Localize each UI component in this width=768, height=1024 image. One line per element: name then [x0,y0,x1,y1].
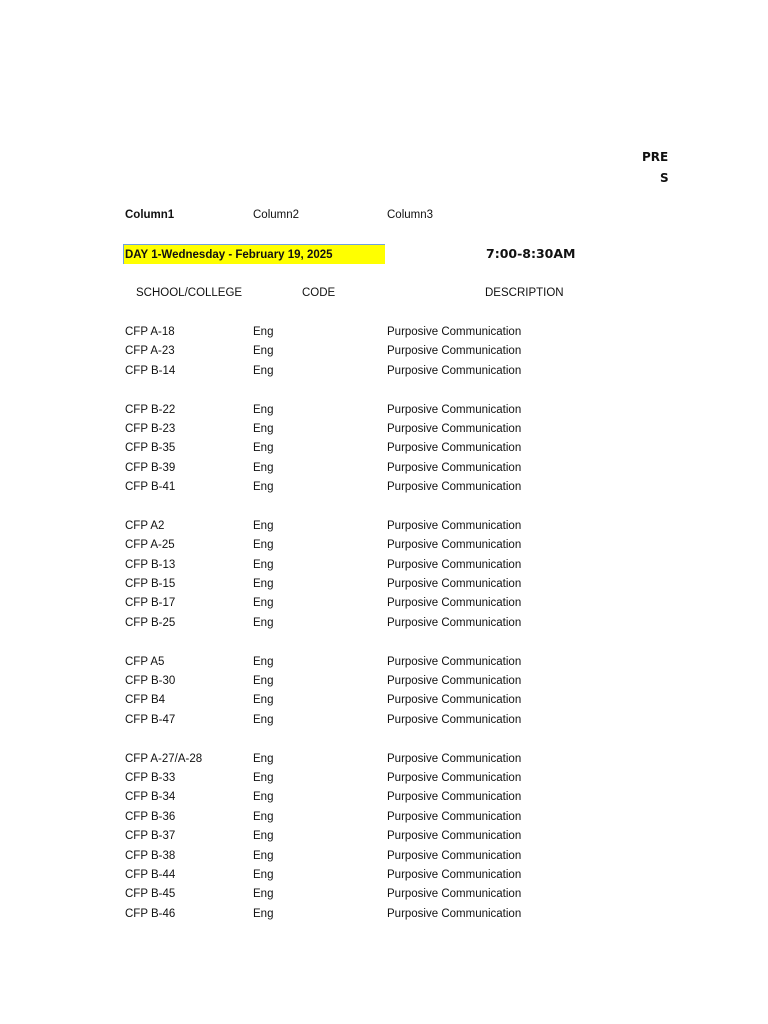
school-cell[interactable]: CFP B-14 [125,364,176,377]
table-row [0,886,662,905]
day-label: DAY 1-Wednesday - February 19, 2025 [125,249,333,261]
description-cell[interactable]: Purposive Communication [387,539,522,552]
table-row [0,518,662,537]
description-cell[interactable]: Purposive Communication [387,849,522,862]
school-cell[interactable]: CFP B-22 [125,403,176,416]
table-row [0,809,662,828]
description-cell[interactable]: Purposive Communication [387,345,522,358]
table-row [0,848,662,867]
code-cell[interactable]: Eng [253,403,274,416]
description-cell[interactable]: Purposive Communication [387,694,522,707]
description-cell[interactable]: Purposive Communication [387,578,522,591]
description-cell[interactable]: Purposive Communication [387,752,522,765]
code-cell[interactable]: Eng [253,791,274,804]
school-cell[interactable]: CFP B-37 [125,830,176,843]
school-cell[interactable]: CFP A-27/A-28 [125,752,203,765]
code-cell[interactable]: Eng [253,675,274,688]
code-cell[interactable]: Eng [253,868,274,881]
table-row [0,421,662,440]
table-row [0,440,662,459]
description-cell[interactable]: Purposive Communication [387,442,522,455]
description-cell[interactable]: Purposive Communication [387,364,522,377]
school-cell[interactable]: CFP B-36 [125,810,176,823]
description-cell[interactable]: Purposive Communication [387,422,522,435]
school-cell[interactable]: CFP B-30 [125,675,176,688]
table-row [0,770,662,789]
description-cell[interactable]: Purposive Communication [387,461,522,474]
blank-row [0,731,662,750]
table-row [0,576,662,595]
school-cell[interactable]: CFP B-41 [125,481,176,494]
school-cell[interactable]: CFP B-39 [125,461,176,474]
code-cell[interactable]: Eng [253,558,274,571]
school-cell[interactable]: CFP A5 [125,655,165,668]
document-subtitle: S [660,171,669,185]
header-column2[interactable]: Column2 [253,209,300,221]
time-slot: 7:00-8:30AM [486,246,576,261]
table-row [0,673,662,692]
table-row [0,460,662,479]
code-cell[interactable]: Eng [253,481,274,494]
school-cell[interactable]: CFP B-17 [125,597,176,610]
code-cell[interactable]: Eng [253,907,274,920]
description-cell[interactable]: Purposive Communication [387,771,522,784]
school-cell[interactable]: CFP B-38 [125,849,176,862]
code-cell[interactable]: Eng [253,752,274,765]
school-cell[interactable]: CFP B-13 [125,558,176,571]
code-cell[interactable]: Eng [253,771,274,784]
school-cell[interactable]: CFP B4 [125,694,166,707]
code-cell[interactable]: Eng [253,694,274,707]
school-cell[interactable]: CFP B-34 [125,791,176,804]
description-cell[interactable]: Purposive Communication [387,868,522,881]
label-description: DESCRIPTION [485,287,564,299]
code-cell[interactable]: Eng [253,345,274,358]
school-cell[interactable]: CFP B-25 [125,616,176,629]
schedule-rows [0,324,662,925]
description-cell[interactable]: Purposive Communication [387,326,522,338]
table-row [0,751,662,770]
table-row [0,692,662,711]
description-cell[interactable]: Purposive Communication [387,791,522,804]
table-row [0,402,662,421]
table-row [0,343,662,362]
header-column1[interactable]: Column1 [125,209,175,221]
code-cell[interactable]: Eng [253,616,274,629]
code-cell[interactable]: Eng [253,597,274,610]
blank-row [0,499,662,518]
table-row [0,557,662,576]
code-cell[interactable]: Eng [253,655,274,668]
code-cell[interactable]: Eng [253,578,274,591]
code-cell[interactable]: Eng [253,810,274,823]
day-label-cell[interactable] [123,244,385,264]
table-row [0,906,662,925]
table-row [0,324,662,343]
school-cell[interactable]: CFP B-15 [125,578,176,591]
code-cell[interactable]: Eng [253,461,274,474]
code-cell[interactable]: Eng [253,849,274,862]
header-column3[interactable]: Column3 [387,209,434,221]
school-cell[interactable]: CFP B-35 [125,442,176,455]
school-cell[interactable]: CFP B-23 [125,422,176,435]
code-cell[interactable]: Eng [253,830,274,843]
school-cell[interactable]: CFP B-46 [125,907,176,920]
description-cell[interactable]: Purposive Communication [387,558,522,571]
code-cell[interactable]: Eng [253,422,274,435]
description-cell[interactable]: Purposive Communication [387,907,522,920]
code-cell[interactable]: Eng [253,326,274,338]
table-row [0,479,662,498]
description-cell[interactable]: Purposive Communication [387,888,522,901]
table-row [0,867,662,886]
table-row [0,789,662,808]
code-cell[interactable]: Eng [253,888,274,901]
blank-row [0,634,662,653]
school-cell[interactable]: CFP B-44 [125,868,176,881]
code-cell[interactable]: Eng [253,713,274,726]
description-cell[interactable]: Purposive Communication [387,830,522,843]
description-cell[interactable]: Purposive Communication [387,597,522,610]
description-cell[interactable]: Purposive Communication [387,403,522,416]
school-cell[interactable]: CFP B-45 [125,888,176,901]
school-cell[interactable]: CFP B-47 [125,713,176,726]
description-cell[interactable]: Purposive Communication [387,713,522,726]
description-cell[interactable]: Purposive Communication [387,675,522,688]
code-cell[interactable]: Eng [253,539,274,552]
table-row [0,828,662,847]
code-cell[interactable]: Eng [253,519,274,532]
table-row [0,712,662,731]
description-cell[interactable]: Purposive Communication [387,655,522,668]
table-row [0,654,662,673]
description-cell[interactable]: Purposive Communication [387,481,522,494]
school-cell[interactable]: CFP A-25 [125,539,175,552]
description-cell[interactable]: Purposive Communication [387,810,522,823]
code-cell[interactable]: Eng [253,364,274,377]
school-cell[interactable]: CFP A-18 [125,326,175,338]
blank-row [0,382,662,401]
description-cell[interactable]: Purposive Communication [387,519,522,532]
table-row [0,615,662,634]
label-code: CODE [302,287,336,299]
label-school: SCHOOL/COLLEGE [136,287,243,299]
description-cell[interactable]: Purposive Communication [387,616,522,629]
table-row [0,595,662,614]
table-row [0,363,662,382]
table-row [0,537,662,556]
school-cell[interactable]: CFP B-33 [125,771,176,784]
school-cell[interactable]: CFP A2 [125,519,165,532]
code-cell[interactable]: Eng [253,442,274,455]
document-title: PRE [642,150,669,164]
school-cell[interactable]: CFP A-23 [125,345,175,358]
